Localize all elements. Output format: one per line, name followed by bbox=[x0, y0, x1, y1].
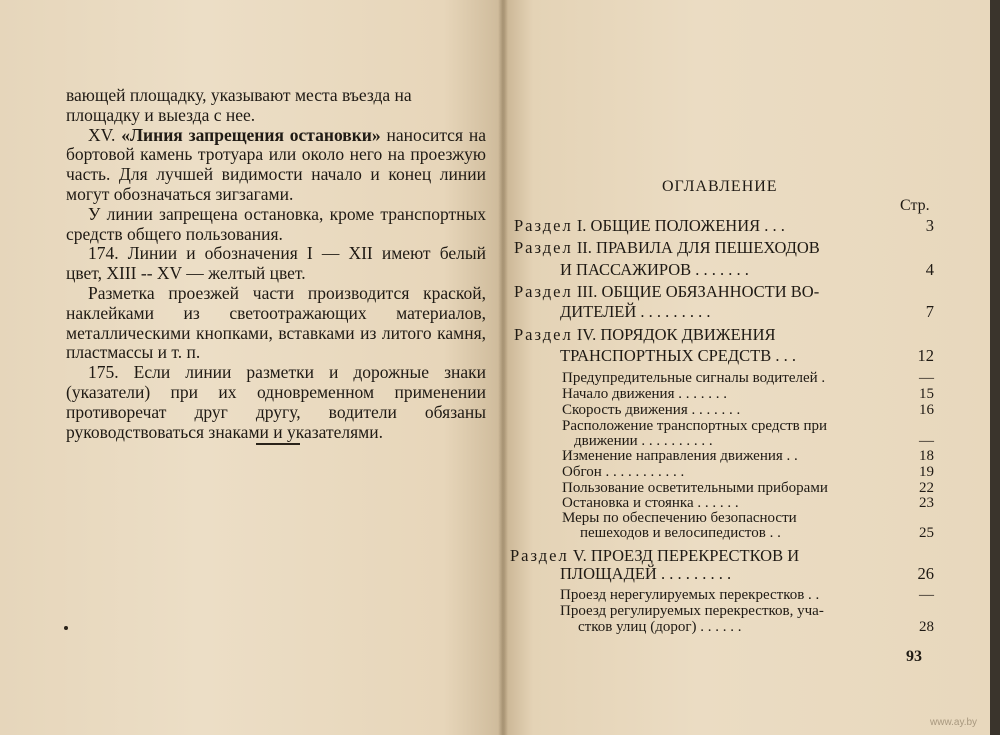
toc-entry-label: движении . . . . . . . . . . bbox=[574, 433, 713, 449]
toc-entry-label: ДИТЕЛЕЙ . . . . . . . . . bbox=[560, 302, 711, 321]
toc-entry-label: Предупредительные сигналы водителей . bbox=[562, 370, 826, 386]
page-number: 93 bbox=[906, 648, 922, 665]
toc-entry-label: Меры по обеспечению безопасности bbox=[562, 510, 797, 526]
book-edge bbox=[990, 0, 1000, 735]
text-line: вающей площадку, указывают места въезда на bbox=[66, 85, 412, 105]
print-dot bbox=[64, 626, 68, 630]
section-divider bbox=[256, 443, 300, 445]
toc-entry-label: Скорость движения . . . . . . . bbox=[562, 402, 741, 418]
toc-entry-label: Изменение направления движения . . bbox=[562, 448, 798, 464]
toc-entry-page: 4 bbox=[925, 260, 934, 279]
toc-entry-label: И ПАССАЖИРОВ . . . . . . . bbox=[560, 260, 749, 279]
toc-entry-label: стков улиц (дорог) . . . . . . bbox=[578, 619, 742, 635]
toc-entry-label: Расположение транспортных средств при bbox=[562, 418, 828, 434]
toc-entry-page: 16 bbox=[919, 402, 934, 418]
toc-entry-page: — bbox=[919, 370, 934, 386]
toc-entry-label: ПЛОЩАДЕЙ . . . . . . . . . bbox=[560, 564, 732, 583]
book-gutter bbox=[498, 0, 508, 735]
paragraph: Разметка проезжей части производится краской, наклейками из светоотражающих материалов, металлическими кнопками, вставками из литого камня, пластмассы и т. п. bbox=[66, 282, 486, 363]
line-title: «Линия запрещения остановки» bbox=[121, 124, 381, 145]
paragraph-175: 175. Если линии разметки и дорожные знаки (указатели) при их одновременном применении противоречат друг другу, водители обязаны руководствоваться знаками и указателями. bbox=[66, 362, 486, 442]
toc-entry-page: 28 bbox=[919, 619, 934, 635]
toc-entry-page: 7 bbox=[925, 302, 934, 321]
toc-title: ОГЛАВЛЕНИЕ bbox=[662, 178, 778, 195]
paragraph-xv bbox=[66, 126, 486, 205]
toc-entry-label: Обгон . . . . . . . . . . . bbox=[562, 464, 685, 480]
toc-entry-page: — bbox=[919, 587, 934, 603]
toc-entry-label: Проезд нерегулируемых перекрестков . . bbox=[560, 587, 820, 603]
paragraph-text: наносится на бортовой камень тротуара или около него на проезжую часть. Для лучшей видимости начало и конец линии могут обозначаться зигзагами. bbox=[66, 124, 486, 204]
toc-entry-label: Пользование осветительными приборами bbox=[562, 480, 828, 496]
toc-entry-label: Начало движения . . . . . . . bbox=[562, 386, 727, 402]
toc-entry-page: 15 bbox=[919, 386, 934, 402]
toc-entry-label: ТРАНСПОРТНЫХ СРЕДСТВ . . . bbox=[560, 346, 796, 365]
toc-entry-page: 22 bbox=[919, 480, 934, 496]
toc-entry-label: пешеходов и велосипедистов . . bbox=[580, 525, 781, 541]
watermark: www.ay.by bbox=[930, 717, 978, 728]
left-page-text bbox=[66, 86, 486, 442]
text-line: площадку и выезда с нее. bbox=[66, 104, 256, 125]
toc-entry-page: 18 bbox=[919, 448, 934, 464]
toc-entry-label: Раздел II. ПРАВИЛА ДЛЯ ПЕШЕХОДОВ bbox=[514, 238, 820, 257]
toc-entry-label: Раздел III. ОБЩИЕ ОБЯЗАННОСТИ ВО- bbox=[514, 282, 820, 301]
toc-entry-label: Раздел V. ПРОЕЗД ПЕРЕКРЕСТКОВ И bbox=[510, 546, 800, 565]
toc-entry-label: Раздел IV. ПОРЯДОК ДВИЖЕНИЯ bbox=[514, 325, 776, 344]
paragraph: У линии запрещена остановка, кроме транспортных средств общего пользования. bbox=[66, 203, 486, 244]
toc-entry-label: Проезд регулируемых перекрестков, уча- bbox=[560, 603, 824, 619]
right-page bbox=[504, 0, 990, 735]
toc-entry-label: Остановка и стоянка . . . . . . bbox=[562, 495, 739, 511]
toc-entry-page: 19 bbox=[919, 464, 934, 480]
paragraph-number: XV. bbox=[88, 124, 116, 145]
toc-entry-page: — bbox=[919, 433, 934, 449]
page-column-label: Стр. bbox=[900, 197, 930, 214]
toc-entry-label: Раздел I. ОБЩИЕ ПОЛОЖЕНИЯ . . . bbox=[514, 216, 785, 235]
toc-entry-page: 26 bbox=[917, 564, 934, 583]
toc-entry-page: 3 bbox=[925, 216, 934, 235]
toc-entry-page: 12 bbox=[917, 346, 934, 365]
toc-entry-page: 23 bbox=[919, 495, 934, 511]
paragraph-174: 174. Линии и обозначения I — XII имеют белый цвет, XIII -- XV — желтый цвет. bbox=[66, 243, 486, 284]
toc-entry-page: 25 bbox=[919, 525, 934, 541]
